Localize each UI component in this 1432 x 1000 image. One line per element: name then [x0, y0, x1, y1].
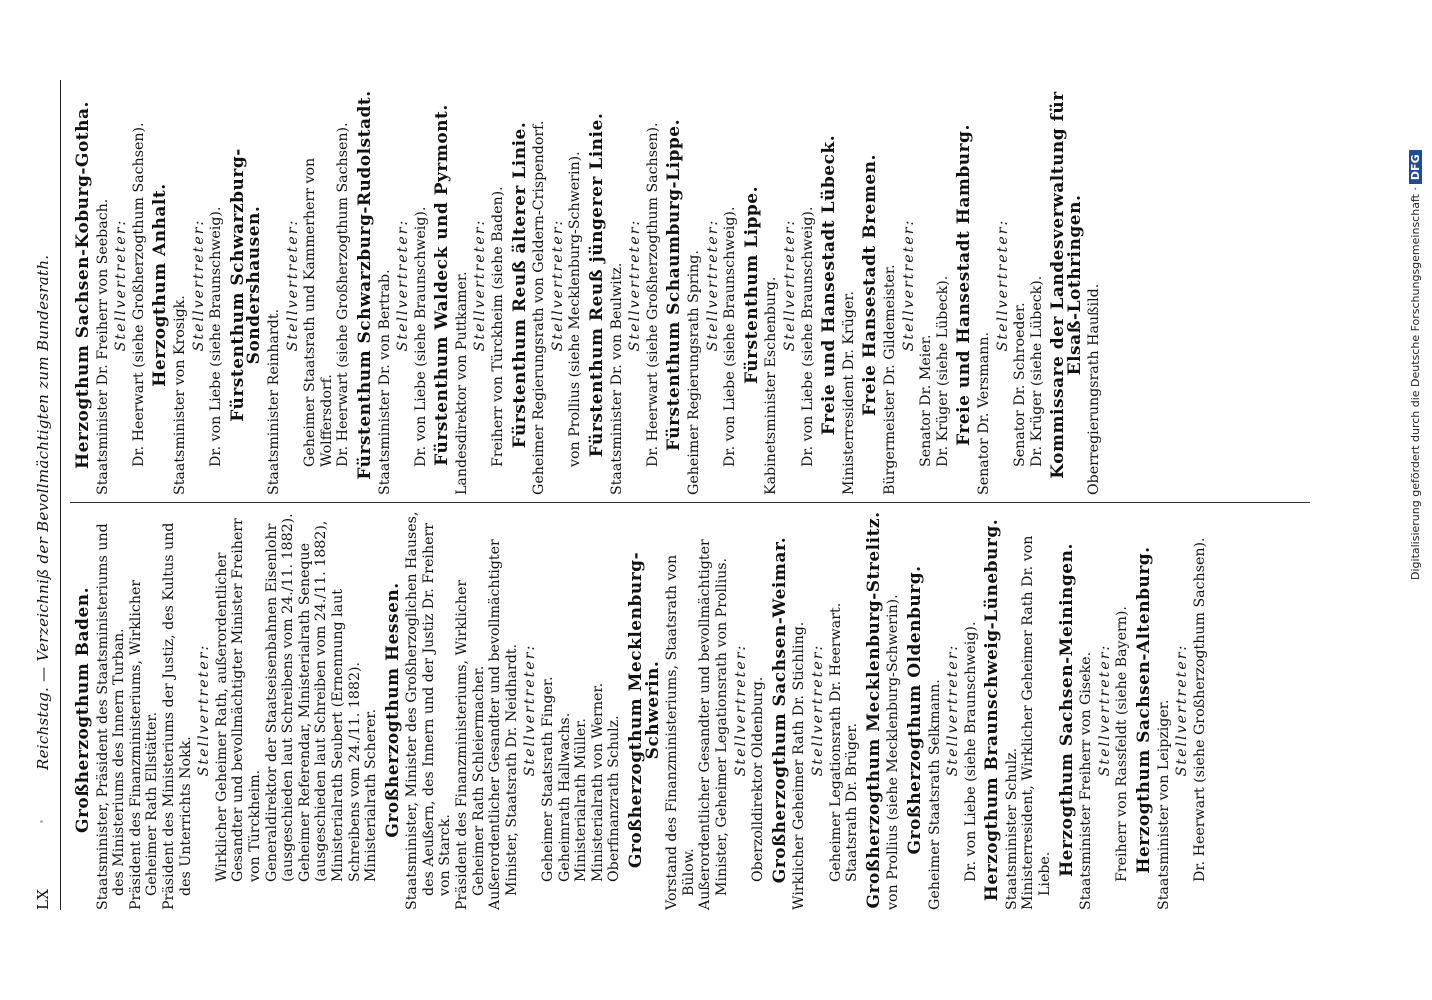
section-heading: Fürstenthum Schaumburg-Lippe.	[664, 118, 685, 452]
member-entry: Staatsminister von Leipziger.	[1155, 699, 1172, 910]
section-heading: Freie und Hansestadt Hamburg.	[954, 124, 975, 446]
member-entry: Staatsminister, Minister des Großherzoglichen Hauses, des Aeußern, des Innern und der Justiz Dr. Freiherr von Starck.	[404, 511, 454, 910]
section-heading: Großherzogthum Sachsen-Weimar.	[769, 536, 790, 884]
member-entry: Staatsminister Dr. von Bertrab.	[376, 269, 393, 495]
section-heading: Herzogthum Sachsen-Meiningen.	[1056, 543, 1077, 877]
stamp-text: Digitalisierung gefördert durch die Deutsche Forschungsgemeinschaft ·	[1409, 187, 1422, 580]
section-heading: Großherzogthum Oldenburg.	[904, 565, 925, 855]
member-entry: Geheimer Staatsrath Selkmann.	[926, 679, 943, 910]
deputies-label: Stellvertreter:	[809, 643, 826, 777]
member-entry: Wirklicher Geheimer Rath, außerordentlicher Gesandter und bevollmächtigter Minister Freiherr von Türckheim.	[213, 518, 263, 882]
member-entry: Staatsminister von Krosigk.	[171, 295, 188, 495]
member-entry: Ministerialrath Müller.	[573, 718, 590, 882]
deputies-label: Stellvertreter:	[1174, 643, 1191, 777]
member-entry: Staatsminister Reinhardt.	[265, 308, 282, 495]
deputies-label: Stellvertreter:	[945, 643, 962, 777]
column-divider	[70, 502, 1310, 503]
deputies-label: Stellvertreter:	[549, 218, 566, 352]
section-heading: Herzogthum Sachsen-Altenburg.	[1134, 546, 1155, 874]
member-entry: Dr. Heerwart (siehe Großherzogthum Sachsen).	[1191, 537, 1208, 882]
member-entry: Geheimer Staatsrath Finger.	[540, 676, 557, 882]
section-heading: Fürstenthum Waldeck und Pyrmont.	[432, 104, 453, 466]
member-entry: Senator Dr. Meier.	[918, 334, 935, 467]
digitization-stamp	[1409, 150, 1422, 580]
member-entry: Dr. Heerwart (siehe Großherzogthum Sachsen).	[644, 122, 661, 467]
deputies-label: Stellvertreter:	[472, 218, 489, 352]
section-heading: Großherzogthum Mecklenburg-Strelitz.	[863, 511, 884, 909]
section-heading: Großherzogthum Hessen.	[382, 582, 403, 838]
member-entry: Bürgermeister Dr. Gildemeister.	[881, 264, 898, 495]
section-heading: Herzogthum Sachsen-Koburg-Gotha.	[73, 101, 93, 469]
member-entry: Vorstand des Finanzministeriums, Staatsrath von Bülow.	[664, 554, 697, 910]
member-entry: Staatsminister, Präsident des Staatsministeriums und des Ministeriums des Innern Turban.	[94, 523, 128, 910]
member-entry: Dr. Heerwart (siehe Großherzogthum Sachsen).	[335, 122, 352, 467]
member-entry: Generaldirektor der Staatseisenbahnen Eisenlohr (ausgeschieden laut Schreibens vom 24./11. 1882).	[263, 513, 297, 882]
member-entry: von Prollius (siehe Mecklenburg-Schwerin).	[567, 151, 584, 467]
member-entry: Dr. von Liebe (siehe Braunschweig).	[412, 206, 429, 467]
section-heading: Fürstenthum Reuß älterer Linie.	[509, 121, 530, 449]
member-entry: Außerordentlicher Gesandter und bevollmächtigter Minister, Geheimer Legationsrath von Prollius.	[697, 539, 730, 910]
section-heading: Großherzogthum Baden.	[73, 586, 93, 834]
member-entry: Senator Dr. Versmann.	[975, 332, 992, 495]
scan-speck	[40, 820, 43, 823]
member-entry: Außerordentlicher Gesandter und bevollmächtigter Minister, Staatsrath Dr. Neidhardt.	[487, 539, 520, 910]
member-entry: von Prollius (siehe Mecklenburg-Schwerin).	[885, 594, 902, 910]
member-entry: Dr. von Liebe (siehe Braunschweig).	[962, 621, 979, 882]
section-heading: Fürstenthum Reuß jüngerer Linie.	[587, 112, 608, 458]
member-entry: Kabinetsminister Eschenburg.	[763, 276, 780, 495]
page-header	[34, 90, 58, 910]
right-column	[70, 75, 1103, 495]
header-rule	[60, 80, 61, 910]
section-heading: Fürstenthum Schwarzburg-Sondershausen.	[227, 148, 265, 422]
member-entry: Ministerialrath von Werner.	[589, 682, 606, 882]
section-heading: Herzogthum Anhalt.	[150, 183, 171, 387]
member-entry: Ministerresident, Wirklicher Geheimer Rath Dr. von Liebe.	[1020, 535, 1054, 910]
deputies-label: Stellvertreter:	[196, 643, 213, 777]
deputies-label: Stellvertreter:	[627, 218, 644, 352]
dfg-logo: DFG	[1409, 150, 1422, 184]
section-heading: Großherzogthum Mecklenburg-Schwerin.	[626, 551, 663, 869]
section-heading: Fürstenthum Lippe.	[741, 185, 762, 385]
running-title: Reichstag. — Verzeichniß der Bevollmächtigten zum Bundesrath.	[34, 254, 52, 770]
member-entry: Dr. Heerwart (siehe Großherzogthum Sachsen).	[130, 122, 147, 467]
member-entry: Geheimer Regierungsrath Spring.	[686, 250, 702, 495]
member-entry: Geheimer Staatsrath und Kammerherr von Wolffersdorf.	[302, 157, 335, 467]
section-heading: Fürstenthum Schwarzburg-Rudolstadt.	[354, 90, 375, 480]
member-entry: Landesdirektor von Puttkamer.	[453, 271, 470, 495]
member-entry: Präsident des Finanzministeriums, Wirklicher Geheimer Rath Schleiermacher.	[454, 579, 487, 910]
member-entry: Ministerresident Dr. Krüger.	[840, 290, 857, 495]
member-entry: Dr. Krüger (siehe Lübeck).	[1028, 275, 1045, 467]
deputies-label: Stellvertreter:	[1096, 643, 1113, 777]
deputies-label: Stellvertreter:	[704, 218, 721, 352]
left-column	[70, 510, 1208, 910]
member-entry: Staatsminister Dr. von Beulwitz.	[608, 262, 625, 495]
deputies-label: Stellvertreter:	[113, 218, 130, 352]
deputies-label: Stellvertreter:	[190, 218, 207, 352]
member-entry: Dr. von Liebe (siehe Braunschweig).	[208, 206, 225, 467]
member-entry: Staatsminister Freiherr von Giseke.	[1078, 651, 1095, 910]
member-entry: Freiherr von Türckheim (siehe Baden).	[490, 186, 507, 467]
member-entry: Dr. von Liebe (siehe Braunschweig).	[722, 206, 739, 467]
deputies-label: Stellvertreter:	[395, 218, 412, 352]
member-entry: Geheimrath Hallwachs.	[556, 712, 573, 882]
member-entry: Wirklicher Geheimer Rath Dr. Stichling.	[791, 621, 808, 910]
member-entry: Oberregierungsrath Haußild.	[1086, 283, 1103, 495]
deputies-label: Stellvertreter:	[900, 218, 917, 352]
section-heading: Freie Hansestadt Bremen.	[860, 154, 881, 416]
section-heading: Kommissare der Landesverwaltung für Elsaß-Lothringen.	[1048, 91, 1085, 479]
member-entry: Dr. von Liebe (siehe Braunschweig).	[799, 206, 816, 467]
member-entry: Geheimer Regierungsrath von Geldern-Crispendorf.	[531, 120, 548, 495]
deputies-label: Stellvertreter:	[522, 643, 539, 777]
member-entry: Geheimer Referendar, Ministerialrath Seneque (ausgeschieden laut Schreiben vom 24./11. 1882), Ministerialrath Seubert (Ernennung laut Schreibens vom 24./11. 1882).	[296, 520, 363, 882]
page-number: LX	[34, 888, 52, 910]
deputies-label: Stellvertreter:	[994, 218, 1011, 352]
member-entry: Oberzolldirektor Oldenburg.	[750, 676, 767, 882]
member-entry: Oberfinanzrath Schulz.	[606, 715, 623, 882]
deputies-label: Stellvertreter:	[284, 218, 301, 352]
member-entry: Staatsminister Schulz.	[1003, 747, 1020, 910]
deputies-label: Stellvertreter:	[732, 643, 749, 777]
section-heading: Freie und Hansestadt Lübeck.	[819, 134, 840, 436]
member-entry: Dr. Krüger (siehe Lübeck).	[934, 275, 951, 467]
section-heading: Herzogthum Braunschweig-Lüneburg.	[982, 518, 1003, 902]
member-entry: Freiherr von Rassfeldt (siehe Bayern).	[1114, 606, 1131, 882]
member-entry: Staatsrath Dr. Brüger.	[844, 722, 861, 882]
member-entry: Geheimer Legationsrath Dr. Heerwart.	[827, 602, 844, 882]
member-entry: Präsident des Finanzministeriums, Wirklicher Geheimer Rath Ellstätter.	[127, 579, 161, 910]
member-entry: Ministerialrath Scherer.	[363, 708, 380, 882]
member-entry: Präsident des Ministeriums der Justiz, des Kultus und des Unterrichts Nokk.	[160, 522, 194, 910]
member-entry: Staatsminister Dr. Freiherr von Seebach.	[94, 198, 111, 495]
member-entry: Senator Dr. Schroeder.	[1012, 302, 1029, 467]
deputies-label: Stellvertreter:	[781, 218, 798, 352]
